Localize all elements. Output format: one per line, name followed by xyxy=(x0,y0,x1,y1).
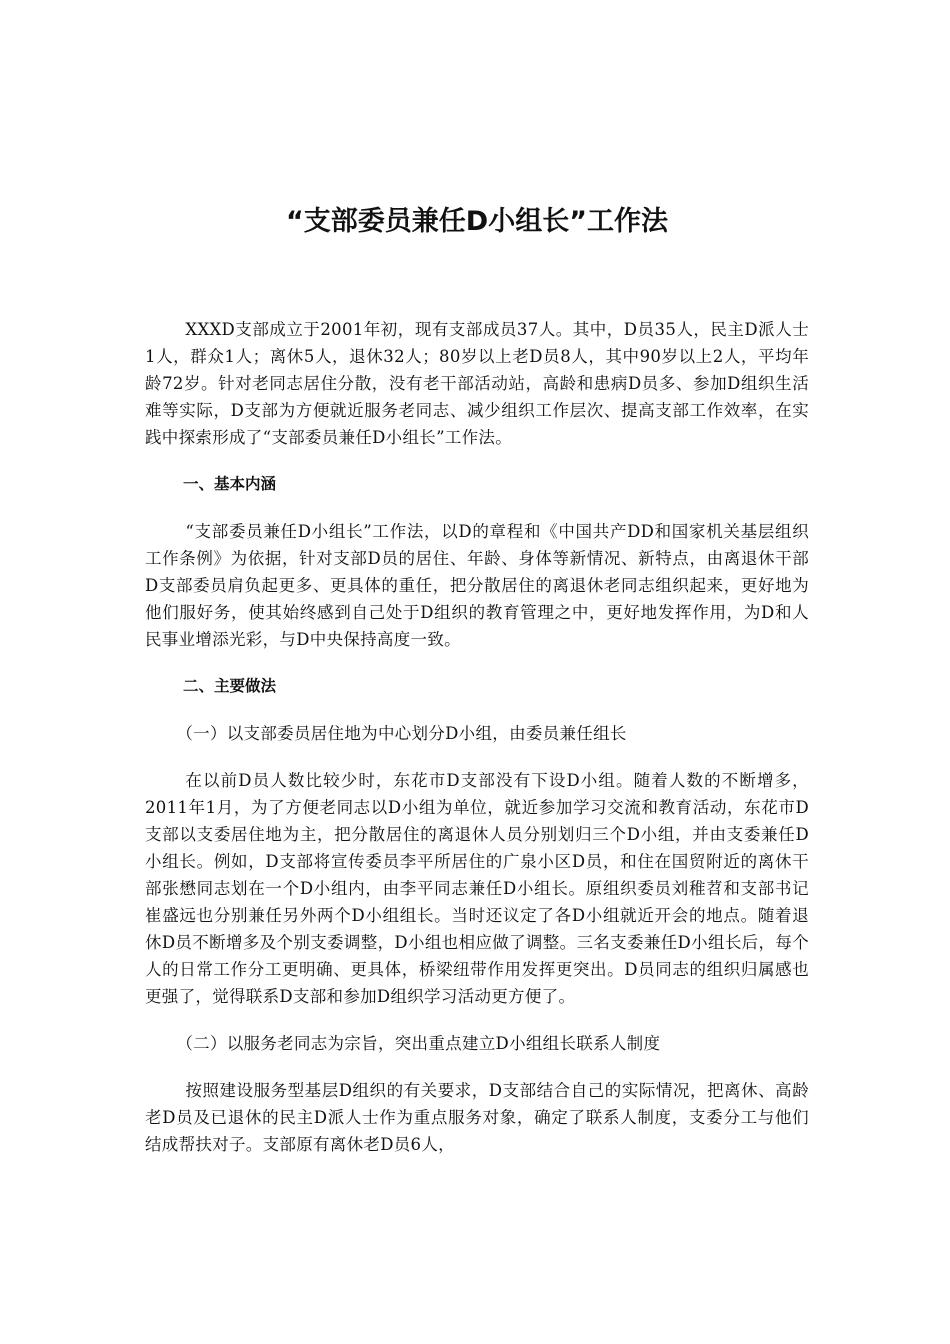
liaison-system-paragraph: 按照建设服务型基层D组织的有关要求，D支部结合自己的实际情况，把离休、高龄老D员及已退休的民主D派人士作为重点服务对象，确定了联系人制度，支委分工与他们结成帮扶对子。支部原有离休老D员6人， xyxy=(145,1081,809,1154)
section-heading-basic-meaning: 一、基本内涵 xyxy=(182,475,276,493)
subheading-liaison-system: （二）以服务老同志为宗旨，突出重点建立D小组组长联系人制度 xyxy=(176,1034,661,1053)
intro-paragraph: XXXD支部成立于2001年初，现有支部成员37人。其中，D员35人，民主D派人士1人，群众1人；离休5人，退休32人；80岁以上老D员8人，其中90岁以上2人，平均年龄72岁。针对老同志居住分散，没有老干部活动站，高龄和患病D员多、参加D组织生活难等实际，D支部为方便就近服务老同志、减少组织工作层次、提高支部工作效率，在实践中探索形成了“支部委员兼任D小组长”工作法。 xyxy=(145,320,809,447)
document-body xyxy=(145,316,809,1178)
document-title: “支部委员兼任D小组长”工作法 xyxy=(286,206,668,237)
subheading-party-group-division: （一）以支部委员居住地为中心划分D小组，由委员兼任组长 xyxy=(176,724,627,743)
section-heading-main-practices: 二、主要做法 xyxy=(182,677,276,695)
party-group-division-paragraph: 在以前D员人数比较少时，东花市D支部没有下设D小组。随着人数的不断增多，2011年1月，为了方便老同志以D小组为单位，就近参加学习交流和教育活动，东花市D支部以支委居住地为主，把分散居住的离退休人员分别划归三个D小组，并由支委兼任D小组长。例如，D支部将宣传委员李平所居住的广泉小区D员，和住在国贸附近的离休干部张懋同志划在一个D小组内，由李平同志兼任D小组长。原组织委员刘稚苕和支部书记崔盛远也分别兼任另外两个D小组组长。当时还议定了各D小组就近开会的地点。随着退休D员不断增多及个别支委调整，D小组也相应做了调整。三名支委兼任D小组长后，每个人的日常工作分工更明确、更具体，桥梁纽带作用发挥更突出。D员同志的组织归属感也更强了，觉得联系D支部和参加D组织学习活动更方便了。 xyxy=(145,771,809,1006)
basic-meaning-paragraph: “支部委员兼任D小组长”工作法，以D的章程和《中国共产DD和国家机关基层组织工作条例》为依据，针对支部D员的居住、年龄、身体等新情况、新特点，由离退休干部D支部委员肩负起更多、更具体的重任，把分散居住的离退休老同志组织起来，更好地为他们服好务，使其始终感到自己处于D组织的教育管理之中，更好地发挥作用，为D和人民事业增添光彩，与D中央保持高度一致。 xyxy=(145,522,809,649)
